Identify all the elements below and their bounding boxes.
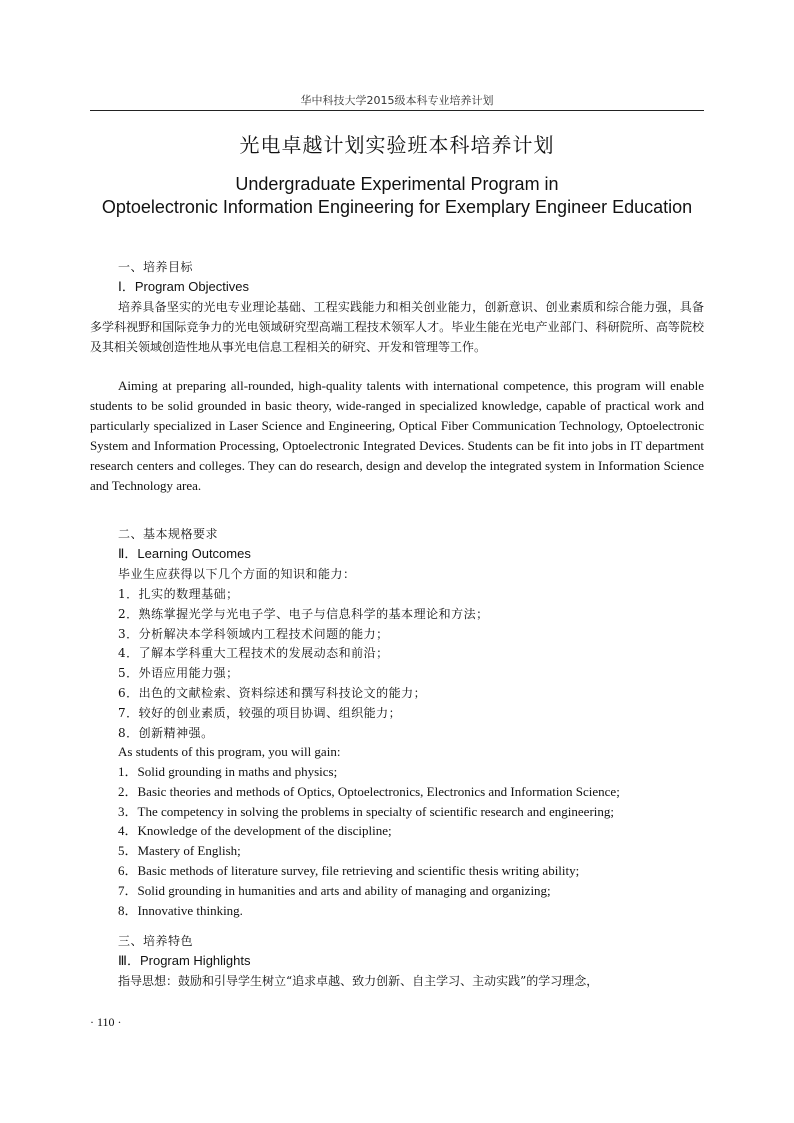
header-rule xyxy=(90,110,704,111)
section1-paragraph-en: Aiming at preparing all-rounded, high-quality talents with international competence, this program will enable students to be solid grounded in basic theory, wide-ranged in specialized knowledge, capable of practical work and particularly specialized in Laser Science and Engineering, Optical Fiber Communication Technology, Optoelectronic System and Information Processing, Optoelectronic Integrated Devices. Students can be fit into jobs in IT department research centers and colleges. They can do research, design and develop the integrated system in Information Science and Technology area. xyxy=(90,378,704,493)
list-item: 8．创新精神强。 xyxy=(118,726,214,740)
list-item: 2．熟练掌握光学与光电子学、电子与信息科学的基本理论和方法； xyxy=(118,607,489,621)
running-header: 华中科技大学2015级本科专业培养计划 xyxy=(300,94,494,107)
section1-heading-en: Ⅰ．Program Objectives xyxy=(118,279,249,294)
list-item: 5．Mastery of English; xyxy=(118,843,241,858)
list-item: 6．出色的文献检索、资料综述和撰写科技论文的能力； xyxy=(118,686,427,700)
section2-heading-en: Ⅱ．Learning Outcomes xyxy=(118,546,251,561)
list-item: 2．Basic theories and methods of Optics, Optoelectronics, Electronics and Information Science; xyxy=(118,784,620,799)
section1-heading-cn: 一、培养目标 xyxy=(118,260,194,274)
list-item: 3．分析解决本学科领域内工程技术问题的能力； xyxy=(118,627,389,641)
list-item: 7．Solid grounding in humanities and arts and ability of managing and organizing; xyxy=(118,883,551,898)
list-item: 5．外语应用能力强； xyxy=(118,666,239,680)
list-item: 1．扎实的数理基础； xyxy=(118,587,239,601)
list-item: 4．了解本学科重大工程技术的发展动态和前沿； xyxy=(118,646,389,660)
list-item: 7．较好的创业素质，较强的项目协调、组织能力； xyxy=(118,706,402,720)
page-title-en-line1: Undergraduate Experimental Program in xyxy=(235,174,559,194)
list-item: 3．The competency in solving the problems in specialty of scientific research and engineering; xyxy=(118,804,615,819)
section2-intro-en: As students of this program, you will gain: xyxy=(118,744,341,759)
list-item: 6．Basic methods of literature survey, file retrieving and scientific thesis writing ability; xyxy=(118,863,580,878)
section3-heading-cn: 三、培养特色 xyxy=(118,934,194,948)
section3-heading-en: Ⅲ．Program Highlights xyxy=(118,953,251,968)
page-title-cn: 光电卓越计划实验班本科培养计划 xyxy=(239,133,555,157)
list-item: 1．Solid grounding in maths and physics; xyxy=(118,764,338,779)
section3-paragraph-cn: 指导思想：鼓励和引导学生树立“追求卓越、致力创新、自主学习、主动实践”的学习理念， xyxy=(118,974,599,988)
section1-paragraph-cn: 培养具备坚实的光电专业理论基础、工程实践能力和相关创业能力，创新意识、创业素质和综合能力强，具备多学科视野和国际竞争力的光电领域研究型高端工程技术领军人才。毕业生能在光电产业部门、科研院所、高等院校及其相关领域创造性地从事光电信息工程相关的研究、开发和管理等工作。 xyxy=(90,300,704,354)
list-item: 8．Innovative thinking. xyxy=(118,903,243,918)
section2-heading-cn: 二、基本规格要求 xyxy=(118,527,219,541)
page-number: · 110 · xyxy=(90,1015,122,1029)
page-title-en-line2: Optoelectronic Information Engineering for Exemplary Engineer Education xyxy=(101,197,693,217)
section2-intro-cn: 毕业生应获得以下几个方面的知识和能力： xyxy=(118,567,356,581)
list-item: 4．Knowledge of the development of the discipline; xyxy=(118,823,392,838)
